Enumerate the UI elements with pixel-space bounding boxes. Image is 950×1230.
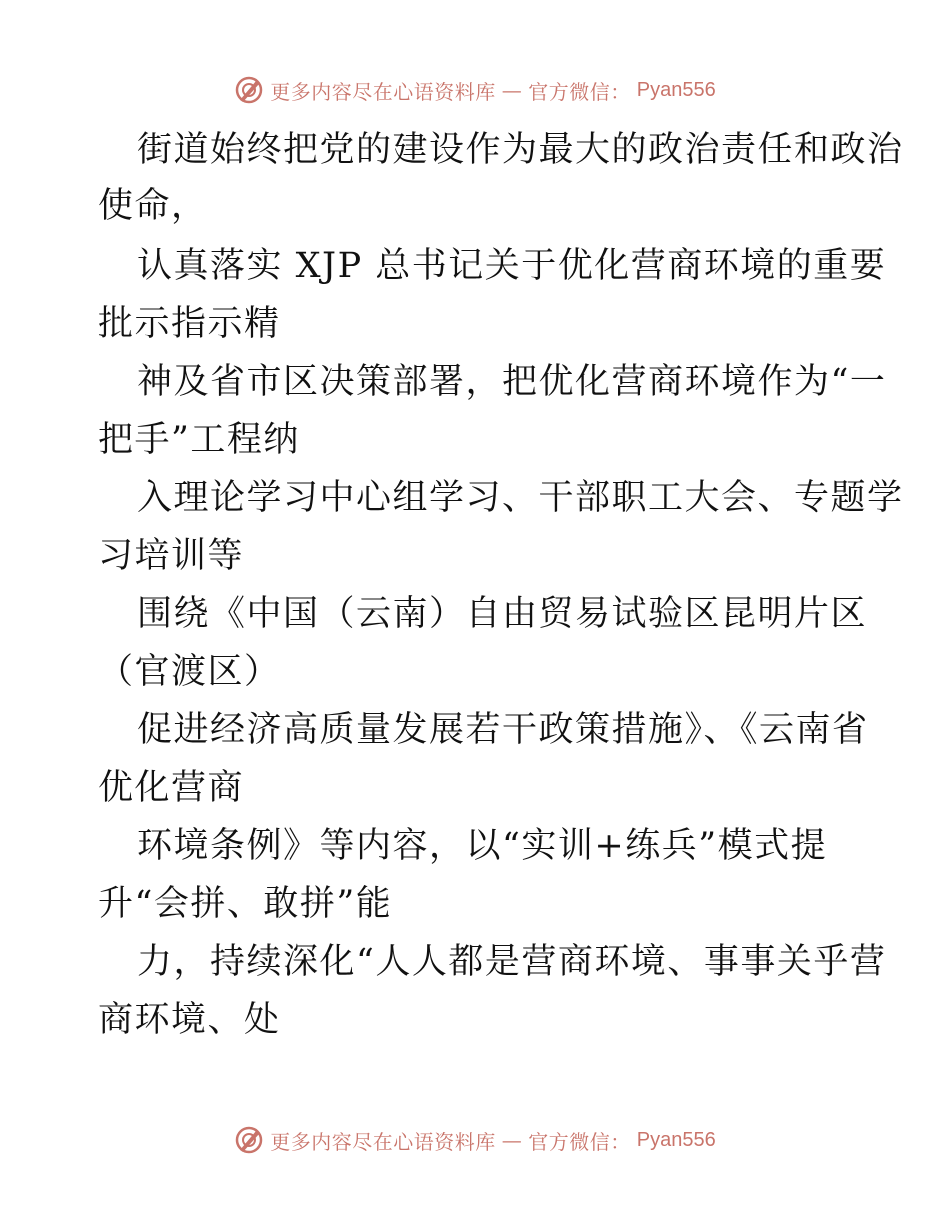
pen-logo-icon xyxy=(234,1125,264,1155)
paragraph-8-line-1: 力，持续深化“人人都是营商环境、事事关乎营 xyxy=(137,942,887,982)
paragraph-2-line-2: 批示指示精 xyxy=(98,304,281,344)
paragraph-5-line-1: 围绕《中国（云南）自由贸易试验区昆明片区 xyxy=(137,594,868,634)
paragraph-1-line-2: 使命， xyxy=(98,186,208,226)
banner-wechat-label: 官方微信： xyxy=(528,79,631,104)
paragraph-4-line-1: 入理论学习中心组学习、干部职工大会、专题学 xyxy=(137,478,904,518)
paragraph-3-line-1: 神及省市区决策部署，把优化营商环境作为“一 xyxy=(137,362,887,402)
footer-dash: — xyxy=(501,1128,523,1152)
paragraph-1-line-1: 街道始终把党的建设作为最大的政治责任和政治 xyxy=(137,130,904,170)
paragraph-6-line-2: 优化营商 xyxy=(98,768,245,808)
banner-site-text: 更多内容尽在心语资料库 xyxy=(270,79,496,104)
paragraph-3-line-2: 把手”工程纳 xyxy=(98,420,300,460)
footer-wechat-label: 官方微信： xyxy=(528,1129,631,1154)
pen-logo-icon xyxy=(234,75,264,105)
paragraph-5-line-2: （官渡区） xyxy=(98,652,281,692)
footer-wechat-id: Pyan556 xyxy=(636,1128,716,1151)
paragraph-7-line-2: 升“会拼、敢拼”能 xyxy=(98,884,393,924)
paragraph-4-line-2: 习培训等 xyxy=(98,536,245,576)
footer-site-text: 更多内容尽在心语资料库 xyxy=(270,1129,496,1154)
paragraph-7-line-1: 环境条例》等内容，以“实训+练兵”模式提 xyxy=(137,826,828,866)
paragraph-8-line-2: 商环境、处 xyxy=(98,1000,281,1040)
page-footer-banner xyxy=(0,1120,950,1160)
paragraph-6-line-1: 促进经济高质量发展若干政策措施》、《云南省 xyxy=(137,710,869,750)
banner-wechat-id: Pyan556 xyxy=(636,78,716,101)
banner-dash: — xyxy=(501,78,523,102)
paragraph-2-line-1: 认真落实 XJP 总书记关于优化营商环境的重要 xyxy=(137,246,887,286)
page-header-banner xyxy=(0,70,950,110)
